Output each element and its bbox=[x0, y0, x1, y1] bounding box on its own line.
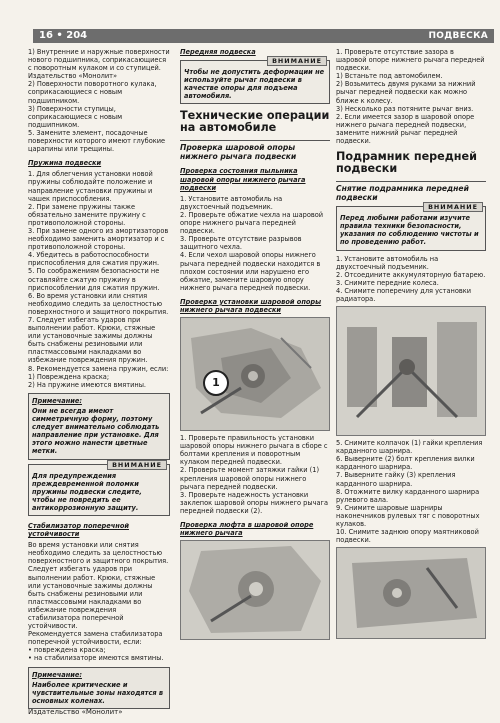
subheading-spring: Пружина подвески bbox=[28, 159, 102, 168]
photo-ball-joint bbox=[180, 317, 330, 431]
photo-rear-mount bbox=[336, 547, 486, 639]
warning-box bbox=[180, 57, 330, 104]
list-item: 9. Снимите шаровые шарниры наконечников рулевых тяг с поворотных кулаков. bbox=[336, 503, 480, 528]
column-1 bbox=[28, 48, 170, 713]
section-title: ПОДВЕСКА bbox=[428, 31, 488, 41]
section-subheading: Проверка шаровой опоры нижнего рычага подвески bbox=[180, 140, 330, 161]
warning-text: Для предупреждения преждевременной поломки пружины подвески следите, чтобы не повредить ее антикоррозионную защиту. bbox=[32, 471, 142, 512]
note-title: Примечание: bbox=[32, 670, 82, 679]
subheading-play-check: Проверка люфта в шаровой опоре нижнего рычага bbox=[180, 521, 314, 538]
list-item: 2. Проверьте обжатие чехла на шаровой опоре нижнего рычага передней подвески. bbox=[180, 210, 324, 236]
section-subheading: Снятие подрамника передней подвески bbox=[336, 181, 486, 202]
warning-label: ВНИМАНИЕ bbox=[423, 202, 483, 212]
list-item: 4. Убедитесь в работоспособности приспособления для сжатия пружин. bbox=[28, 251, 160, 268]
list-item: 1. Проверьте правильность установки шаровой опоры нижнего рычага в сборе с болтами крепления и поворотным кулаком передней подвески. bbox=[180, 434, 328, 467]
photo-ball-joint-play bbox=[180, 540, 330, 640]
list-item: • на стабилизаторе имеются вмятины. bbox=[28, 654, 164, 663]
photo-illustration bbox=[337, 548, 486, 638]
paragraph: 2) Поверхности поворотного кулака, соприкасающиеся с новым подшипником. bbox=[28, 80, 157, 105]
list-item: 1. Установите автомобиль на двухстоечный подъемник. bbox=[180, 194, 283, 211]
paragraph: Во время установки или снятия необходимо следить за целостностью поверхностного и защитного покрытия. bbox=[28, 541, 169, 566]
subheading-install-check: Проверка установки шаровой опоры нижнего рычага подвески bbox=[180, 297, 322, 314]
list-item: 1. Проверьте отсутствие зазора в шаровой опоре нижнего рычага передней подвески. bbox=[336, 48, 485, 73]
list-item: 3. Проверьте отсутствие разрывов защитного чехла. bbox=[180, 235, 302, 252]
warning-text: Чтобы не допустить деформации не используйте рычаг подвески в качестве опоры для подъема автомобиля. bbox=[184, 68, 325, 101]
list-item: 1) Встаньте под автомобилем. bbox=[336, 72, 443, 81]
list-item: 2. Отсоедините аккумуляторную батарею. bbox=[336, 270, 486, 279]
subheading-front-suspension: Передняя подвеска bbox=[180, 48, 256, 56]
list-item: 3) Несколько раз потяните рычаг вниз. bbox=[336, 104, 474, 113]
list-item: 4. Снимите поперечину для установки радиатора. bbox=[336, 286, 472, 303]
note-text: Наиболее критические и чувствительные зоны находятся в основных коленах. bbox=[32, 680, 164, 705]
list-item: 6. Выверните (2) болт крепления вилки карданного шарнира. bbox=[336, 455, 475, 472]
list-item: 3. Снимите передние колеса. bbox=[336, 278, 439, 287]
list-item: 1. Установите автомобиль на двухстоечный подъемник. bbox=[336, 254, 439, 271]
page-header bbox=[33, 29, 494, 43]
list-item: • повреждена краска; bbox=[28, 646, 106, 655]
note-text: Они не всегда имеют симметричную форму, поэтому следует внимательно соблюдать направление при установке. Для этого можно нанести цветные метки. bbox=[32, 406, 160, 456]
list-item: 2) Возьмитесь двумя руками за нижний рычаг передней подвески как можно ближе к колесу. bbox=[336, 80, 476, 105]
list-item: 8. Рекомендуется замена пружин, если: bbox=[28, 364, 169, 373]
list-item: 1. Для облегчения установки новой пружины соблюдайте положение и направление установки пружины и чашек приспособления. bbox=[28, 170, 153, 203]
list-item: 5. Снимите колпачок (1) гайки крепления карданного шарнира. bbox=[336, 439, 483, 456]
warning-box bbox=[336, 203, 486, 250]
list-item: 3. Проверьте надежность установки заклепок шаровой опоры нижнего рычага передней подвески (2). bbox=[180, 490, 329, 515]
list-item: 7. Выверните гайку (3) крепления карданного шарнира. bbox=[336, 471, 456, 488]
subheading-stabilizer: Стабилизатор поперечной устойчивости bbox=[28, 521, 129, 539]
photo-illustration bbox=[181, 541, 330, 639]
list-item: 2. При замене пружины также обязательно замените пружину с противоположной стороны. bbox=[28, 202, 146, 227]
list-item: 2) На пружине имеются вмятины. bbox=[28, 380, 147, 389]
paragraph: Рекомендуется замена стабилизатора поперечной устойчивости, если: bbox=[28, 630, 163, 647]
list-item: 8. Отожмите вилку карданного шарнира рулевого вала. bbox=[336, 487, 480, 504]
section-heading: Подрамник передней подвески bbox=[336, 150, 477, 176]
warning-label: ВНИМАНИЕ bbox=[107, 460, 167, 470]
photo-steering-shaft bbox=[336, 306, 486, 436]
callout-1: 1 bbox=[203, 370, 229, 396]
photo-illustration bbox=[181, 318, 330, 430]
list-item: 4. Если чехол шаровой опоры нижнего рычага передней подвески находится в плохом состоянии или нарушено его обжатие, замените шаровую опору нижнего рычага передней подвески. bbox=[180, 251, 321, 292]
section-heading: Технические операции на автомобиле bbox=[180, 109, 330, 135]
subheading-boot-check: Проверка состояния пыльника шаровой опоры нижнего рычага подвески bbox=[180, 167, 306, 192]
page-number: 16 • 204 bbox=[35, 29, 91, 43]
footer: Издательство «Монолит» bbox=[28, 708, 123, 716]
note-title: Примечание: bbox=[32, 396, 82, 405]
list-item: 3. При замене одного из амортизаторов необходимо заменить амортизатор и с противоположной стороны. bbox=[28, 226, 169, 252]
list-item: 5. По соображениям безопасности не оставляйте сжатую пружину в приспособлении для сжатия пружин. bbox=[28, 267, 160, 292]
list-item: 7. Следует избегать ударов при выполнении работ. Крюки, стяжные или установочные зажимы должны быть снабжены резиновыми или пластмассовыми накладками во избежание повреждения пружин. bbox=[28, 316, 156, 365]
column-3 bbox=[336, 48, 486, 642]
list-item: 2. Если имеется зазор в шаровой опоре нижнего рычага передней подвески, замените нижний рычаг передней подвески. bbox=[336, 112, 475, 146]
list-item: 2. Проверьте момент затяжки гайки (1) крепления шаровой опоры нижнего рычага передней подвески. bbox=[180, 466, 320, 491]
photo-illustration bbox=[337, 307, 486, 435]
paragraph: 1) Внутренние и наружные поверхности нового подшипника, соприкасающиеся с поворотным кулаком и со ступицей. Издательство «Монолит» bbox=[28, 48, 170, 81]
paragraph: 3) Поверхности ступицы, соприкасающиеся с новым подшипником. bbox=[28, 104, 123, 129]
column-2 bbox=[180, 48, 330, 643]
list-item: 10. Снимите заднюю опору маятниковой подвески. bbox=[336, 528, 479, 545]
warning-label: ВНИМАНИЕ bbox=[267, 56, 327, 66]
warning-box bbox=[28, 460, 170, 516]
warning-text: Перед любыми работами изучите правила техники безопасности, указания по соблюдению чистоты и по проведению работ. bbox=[340, 214, 479, 247]
note-box bbox=[28, 393, 170, 460]
note-box bbox=[28, 667, 170, 709]
paragraph: 5. Замените элемент, посадочные поверхности которого имеют глубокие царапины или трещины. bbox=[28, 128, 166, 154]
list-item: 1) Повреждена краска; bbox=[28, 372, 110, 381]
list-item: 6. Во время установки или снятия необходимо следить за целостностью поверхностного и защитного покрытия. bbox=[28, 291, 169, 316]
paragraph: Следует избегать ударов при выполнении работ. Крюки, стяжные или установочные зажимы должны быть снабжены резиновыми или пластмассовыми накладками во избежание повреждения стабилизатора поперечной устойчивости. bbox=[28, 565, 156, 631]
